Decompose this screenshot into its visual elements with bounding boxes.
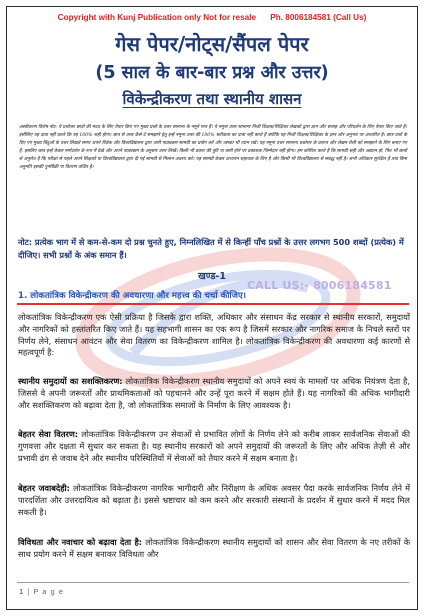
point-empowerment — [18, 376, 410, 411]
point-accountability — [18, 483, 410, 518]
page-label: P a g e — [33, 587, 64, 596]
footer-divider — [17, 582, 409, 583]
point-diversity-innovation — [18, 537, 410, 561]
point-heading: स्थानीय समुदायों का सशक्तिकरण: — [18, 376, 123, 386]
answer-intro-paragraph: लोकतांत्रिक विकेन्द्रीकरण एक ऐसी प्रक्रिया है जिसके द्वारा शक्ति, अधिकार और संसाधन केंद्र सरकार से स्थानीय सरकारों, समुदायों और नागरिकों को हस्तांतरित किए जाते हैं। यह सहभागी शासन का एक रूप है जिसमें सरकार और नागरिक समाज के निचले स्तरों पर निर्णय लेने, संसाधन आवंटन और सेवा वितरण का विकेन्द्रीकरण शामिल है। लोकतांत्रिक विकेन्द्रीकरण की अवधारणा कई कारणों से महत्वपूर्ण है: — [18, 312, 410, 358]
point-heading: बेहतर सेवा वितरण: — [18, 429, 79, 439]
document-page — [6, 6, 418, 610]
title-guess-paper: गेस पेपर/नोट्स/सैंपल पेपर — [115, 32, 309, 56]
question-underline — [17, 303, 409, 305]
instruction-note: नोट: प्रत्येक भाग में से कम-से-कम दो प्रश्न चुनते हुए, निम्नलिखित में से किन्हीं पाँच प्रश्नों के उत्तर लगभग 500 शब्दों (प्रत्येक) में दीजिए। सभी प्रश्नों के अंक समान हैं। — [18, 237, 404, 260]
point-heading: विविधता और नवाचार को बढ़ावा देता है: — [18, 537, 143, 547]
watermark-phone: CALL US:- 8006184581 — [247, 279, 392, 292]
point-body: लोकतांत्रिक विकेन्द्रीकरण उन सेवाओं से प्रभावित लोगों के निर्णय लेने को करीब लाकर सार्वजनिक सेवाओं की गुणवत्ता और दक्षता में सुधार कर सकता है। यह स्थानीय सरकारों को अपने समुदायों की जरूरतों के लिए और अधिक तेज़ी से और प्रभावी ढंग से जवाब देने और स्थानीय परिस्थितियों में सेवाओं को तैयार करने में सक्षम बनाता है। — [18, 429, 410, 463]
page-footer — [19, 587, 64, 596]
question-1: 1. लोकतांत्रिक विकेन्द्रीकरण की अवधारणा और महत्त्व की चर्चा कीजिए। — [18, 291, 247, 301]
section-heading: खण्ड-1 — [198, 271, 226, 282]
copyright-header — [7, 13, 417, 22]
point-body: लोकतांत्रिक विकेन्द्रीकरण नागरिक भागीदारी और निरीक्षण के अधिक अवसर पैदा करके सार्वजनिक निर्णय लेने में पारदर्शिता और उत्तरदायित्व को बढ़ाता है। इससे भ्रष्टाचार को कम करने और सरकारी संस्थानों के प्रदर्शन में सुधार करने में मदद मिल सकती है। — [18, 483, 411, 517]
point-heading: बेहतर जवाबदेही: — [18, 483, 70, 493]
footer-separator: | — [27, 587, 30, 596]
point-body: लोकतांत्रिक विकेन्द्रीकरण स्थानीय समुदायों को अपने स्वयं के मामलों पर अधिक नियंत्रण देता है, जिससे वे अपनी जरूरतों और प्राथमिकताओं को पहचानने और उन्हें पूरा करने में सक्षम होते हैं। यह नागरिकों की अधिक भागीदारी और सशक्तिकरण को बढ़ावा देता है, जो लोकतांत्रिक समाजों के निर्माण के लिए आवश्यक है। — [18, 376, 411, 410]
title-five-year-questions: (5 साल के बार-बार प्रश्न और उत्तर) — [95, 63, 329, 83]
point-service-delivery — [18, 429, 410, 464]
point-body: लोकतांत्रिक विकेन्द्रीकरण स्थानीय समुदायों को शासन और सेवा वितरण के नए तरीकों के साथ प्रयोग करने में सक्षम बनाकर विविधता और — [18, 537, 410, 559]
title-subject: विकेन्द्रीकरण तथा स्थानीय शासन — [122, 90, 302, 108]
phone-text: Ph. 8006184581 (Call Us) — [270, 13, 367, 22]
copyright-text: Copyright with Kunj Publication only Not for resale — [57, 13, 256, 22]
disclaimer-text: अस्वीकरण विशेष नोट: ये प्रश्नोत्तर छात्रों की मदद के लिए तैयार किए गए मुख्य प्रश्नों के उत्तर सामान्य के नमूने मात्र हैं। ये नमूना उत्तर सामान्य निजी शिक्षक/शिक्षिका लेखकों द्वारा ज्ञान और सलाह और परिदर्शन के लिए तैयार किए जाते हैं। इसीलिए यह दावा नहीं करते कि यह 100% सही होगा। छात्र से उत्तर कैसे दें समझाने हेतु इन्हें नमूना उत्तर की 100% सटीकता का दावा नहीं करते हैं क्योंकि यह निजी शिक्षक/शिक्षिका के ज्ञान और अनुभव पर आधारित है। छात्र प्रश्नों के दिए गए मुख्य बिंदुओं के उत्तर लिखते समय अपने विवेक और विश्वविद्यालय द्वारा जारी पाठ्यक्रम सामग्री का प्रयोग करें और उसका भी ध्यान रखें। यह नमूना उत्तर सामान्य प्रश्नोत्तर के प्रारूप और लेखन शैली को समझाने के लिए बनाए गए हैं, इसलिए छात्र इन्हें केवल मार्गदर्शन के रूप में देखें और अपने पाठ्यक्रम के अनुसार उत्तर लिखें। किसी भी प्रकार की त्रुटि या कमी होने पर प्रकाशक जिम्मेदार नहीं होगा। हम कोशिश करते हैं कि सामग्री सही और अद्यतन हो, फिर भी छात्रों से अनुरोध है कि परीक्षा से पहले अपने शिक्षकों या विश्वविद्यालय द्वारा दी गई सामग्री से मिलान अवश्य करें। यह सामग्री केवल अध्ययन सहायता के लिए है और किसी भी विश्वविद्यालय से संबद्ध नहीं है। सभी अधिकार सुरक्षित हैं तथा बिना अनुमति इसकी पुनर्बिक्री या वितरण वर्जित है। — [19, 125, 407, 170]
page-number: 1 — [19, 587, 24, 596]
